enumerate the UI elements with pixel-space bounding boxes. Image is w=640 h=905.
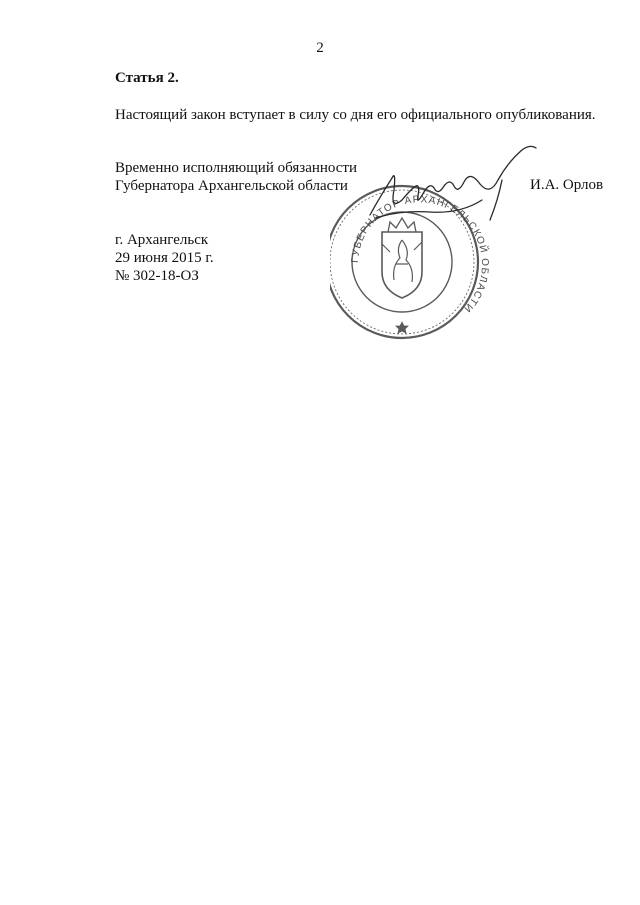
signature-role-line1: Временно исполняющий обязанности xyxy=(115,160,358,176)
signature-role-line2: Губернатора Архангельской области xyxy=(115,178,348,194)
document-date: 29 июня 2015 г. xyxy=(115,250,214,266)
article-text: Настоящий закон вступает в силу со дня его официального опубликования. xyxy=(115,107,596,123)
page-number: 2 xyxy=(316,40,324,56)
signature-role xyxy=(115,159,357,195)
document-number: № 302-18-ОЗ xyxy=(115,268,199,284)
place-city: г. Архангельск xyxy=(115,232,209,248)
article-heading: Статья 2. xyxy=(115,70,179,86)
seal-and-signature xyxy=(330,140,570,340)
archangel-figure xyxy=(382,240,422,282)
seal-text-path: ГУБЕРНАТОР АРХАНГЕЛЬСКОЙ ОБЛАСТИ xyxy=(349,194,491,315)
crown-icon xyxy=(388,218,416,232)
signatory-name: И.А. Орлов xyxy=(530,177,604,193)
coat-of-arms-shield xyxy=(382,232,422,298)
place-block xyxy=(115,231,214,285)
seal-star-icon xyxy=(396,322,408,333)
